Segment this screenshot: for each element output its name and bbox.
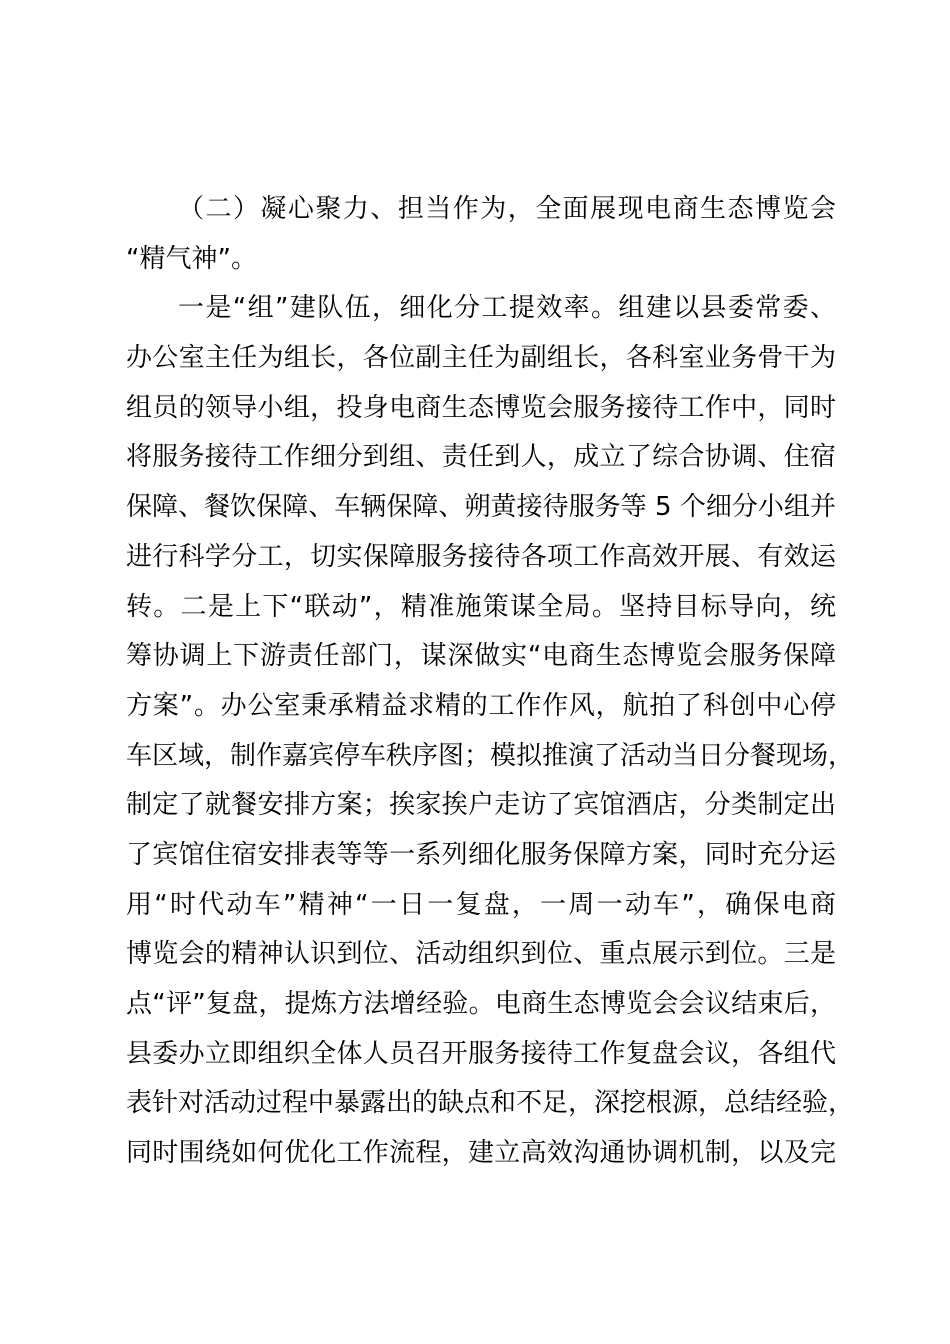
paragraph-line: 办公室主任为组长，各位副主任为副组长，各科室业务骨干为: [126, 343, 836, 374]
paragraph-line: 表针对活动过程中暴露出的缺点和不足，深挖根源，总结经验，: [126, 1088, 855, 1119]
document-body: [126, 185, 855, 1179]
section-heading-line-2: “精气神”。: [126, 243, 257, 274]
paragraph-line: 转。二是上下“联动”，精准施策谋全局。坚持目标导向，统: [126, 591, 836, 622]
paragraph-line: 点“评”复盘，提炼方法增经验。电商生态博览会会议结束后，: [126, 989, 836, 1019]
paragraph-line: 用“时代动车”精神“一日一复盘，一周一动车”，确保电商: [126, 889, 836, 920]
paragraph-line: 制定了就餐安排方案；挨家挨户走访了宾馆酒店，分类制定出: [126, 790, 836, 821]
paragraph-line: 将服务接待工作细分到组、责任到人，成立了综合协调、住宿: [126, 442, 836, 473]
paragraph-line: 筹协调上下游责任部门，谋深做实“电商生态博览会服务保障: [126, 641, 836, 672]
paragraph-line: 同时围绕如何优化工作流程，建立高效沟通协调机制，以及完: [126, 1138, 836, 1169]
paragraph-line: 一是“组”建队伍，细化分工提效率。组建以县委常委、: [178, 293, 836, 324]
paragraph-line: 县委办立即组织全体人员召开服务接待工作复盘会议，各组代: [126, 1038, 836, 1069]
section-heading-line-1: （二）凝心聚力、担当作为，全面展现电商生态博览会: [178, 194, 836, 224]
paragraph-line: 方案”。办公室秉承精益求精的工作作风，航拍了科创中心停: [126, 690, 836, 721]
paragraph-line: 保障、餐饮保障、车辆保障、朔黄接待服务等 5 个细分小组并: [126, 492, 836, 523]
paragraph-line: 车区域，制作嘉宾停车秩序图；模拟推演了活动当日分餐现场，: [126, 740, 855, 771]
paragraph-line: 博览会的精神认识到位、活动组织到位、重点展示到位。三是: [126, 939, 836, 970]
paragraph-line: 组员的领导小组，投身电商生态博览会服务接待工作中，同时: [126, 392, 836, 423]
paragraph-line: 进行科学分工，切实保障服务接待各项工作高效开展、有效运: [126, 541, 836, 572]
paragraph-line: 了宾馆住宿安排表等等一系列细化服务保障方案，同时充分运: [126, 839, 836, 870]
